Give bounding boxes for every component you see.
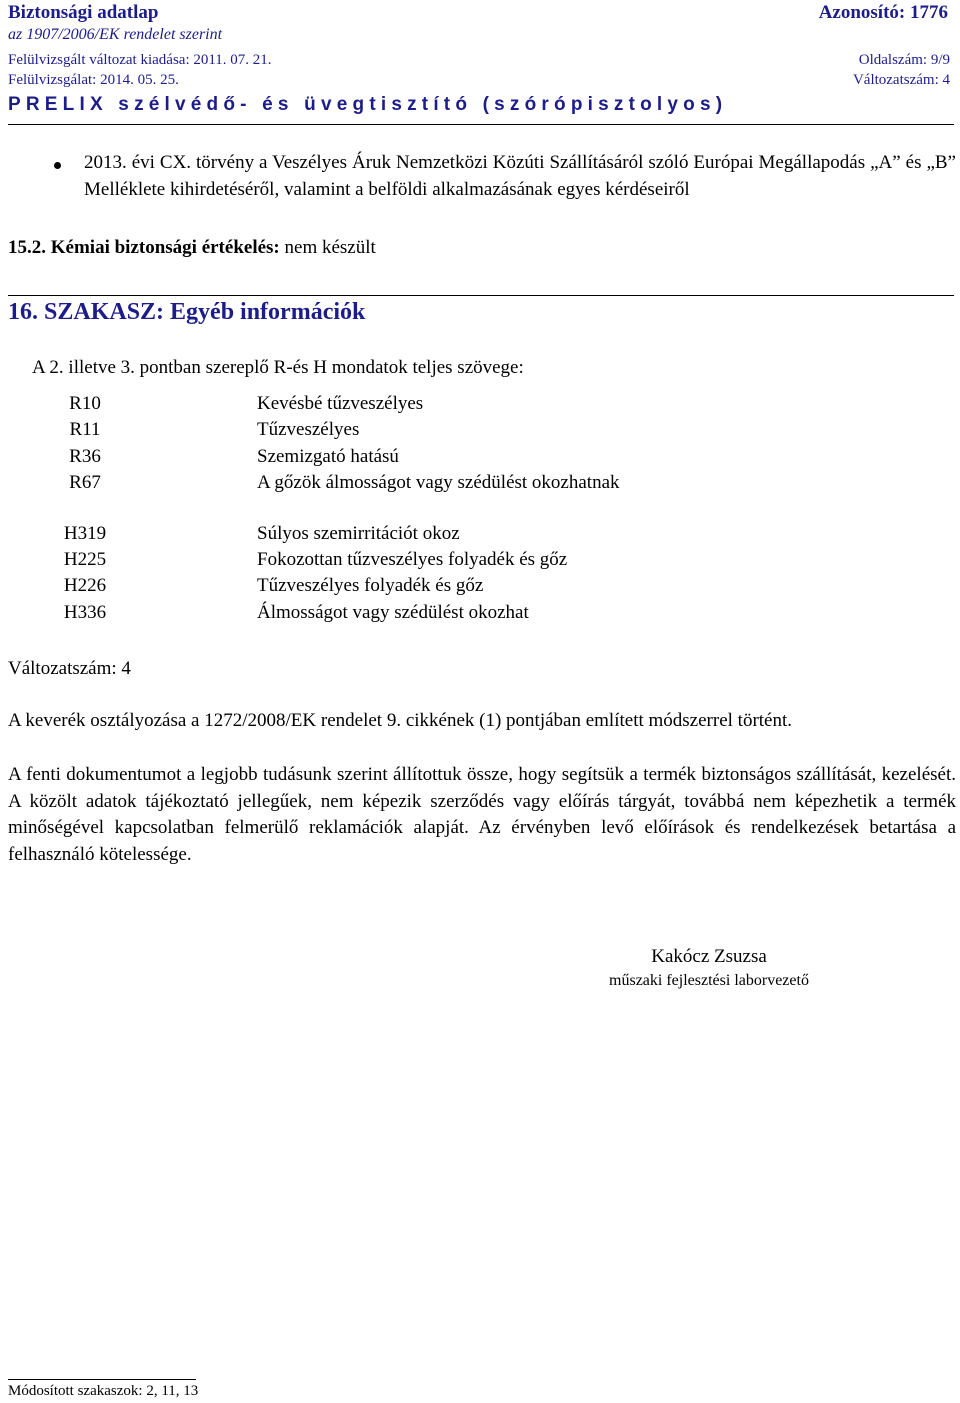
r-phrase-row (0, 419, 960, 445)
signatory-role: műszaki fejlesztési laborvezető (609, 972, 809, 989)
phrase-code: R36 (69, 445, 101, 467)
phrase-text: Fokozottan tűzveszélyes folyadék és gőz (257, 548, 568, 570)
product-name: PRELIX szélvédő- és üvegtisztító (szórópisztolyos) (8, 94, 728, 115)
phrase-text: Tűzveszélyes folyadék és gőz (257, 575, 484, 597)
chemical-safety-label: 15.2. Kémiai biztonsági értékelés: (8, 237, 280, 258)
phrase-text: Kevésbé tűzveszélyes (257, 393, 424, 414)
phrase-code: H225 (63, 548, 107, 570)
classification-note: A keverék osztályozása a 1272/2008/EK rendelet 9. cikkének (1) pontjában említett módszerrel történt. (8, 710, 793, 731)
phrase-code: R11 (69, 419, 101, 441)
phrase-code: H319 (63, 522, 107, 544)
phrase-list (0, 393, 960, 628)
signatory-name: Kakócz Zsuzsa (651, 946, 767, 967)
r-phrase-row (0, 472, 960, 498)
phrase-code: R67 (69, 472, 101, 494)
r-phrase-row (0, 446, 960, 472)
phrase-code: H336 (63, 601, 107, 623)
chemical-safety-value: nem készült (279, 237, 376, 258)
phrase-text: Súlyos szemirritációt okoz (257, 522, 460, 544)
modified-sections: Módosított szakaszok: 2, 11, 13 (8, 1383, 199, 1399)
footer-divider (8, 1379, 196, 1380)
regulation-bullet: 2013. évi CX. törvény a Veszélyes Áruk Nemzetközi Közúti Szállításáról szóló Európai Megállapodás „A” és „B” Melléklete kihirdetéséről, valamint a belföldi alkalmazásának egyes kérdéseiről (84, 152, 956, 200)
document-title: Biztonsági adatlap (8, 2, 159, 23)
section-version: Változatszám: 4 (8, 658, 131, 679)
phrase-text: Tűzveszélyes (257, 419, 360, 441)
chemical-safety-assessment (8, 237, 376, 259)
phrase-spacer (0, 499, 960, 523)
h-phrase-row (0, 549, 960, 575)
phrase-code: H226 (63, 575, 107, 597)
phrase-text: A gőzök álmosságot vagy szédülést okozhatnak (257, 472, 620, 494)
r-phrase-row (0, 393, 960, 419)
disclaimer-paragraph: A fenti dokumentumot a legjobb tudásunk szerint állítottuk össze, hogy segítsük a termék biztonságos szállítását, kezelését. A közölt adatok tájékoztató jellegűek, nem képezik szerződés vagy előírás tárgyát, továbbá nem képezhetik a termék minőségével kapcsolatban felmerülő reklamációk alapját. Az érvényben levő előírások és rendelkezések betartása a felhasználó kötelessége. (8, 764, 956, 865)
phrases-intro: A 2. illetve 3. pontban szereplő R-és H mondatok teljes szövege: (32, 357, 524, 378)
revision-date: Felülvizsgálat: 2014. 05. 25. (8, 72, 179, 88)
h-phrase-row (0, 602, 960, 628)
section-16-title: 16. SZAKASZ: Egyéb információk (8, 299, 366, 325)
regulation-reference: az 1907/2006/EK rendelet szerint (8, 26, 223, 43)
revision-issue-date: Felülvizsgált változat kiadása: 2011. 07. 21. (8, 52, 272, 68)
phrase-text: Álmosságot vagy szédülést okozhat (257, 601, 529, 623)
phrase-code: R10 (69, 393, 101, 414)
document-id: Azonosító: 1776 (818, 2, 948, 23)
page-number: Oldalszám: 9/9 (858, 52, 950, 68)
version-number: Változatszám: 4 (852, 72, 950, 88)
bullet-icon (54, 162, 61, 169)
header-divider (8, 124, 954, 125)
h-phrase-row (0, 575, 960, 601)
h-phrase-row (0, 523, 960, 549)
phrase-text: Szemizgató hatású (257, 445, 399, 467)
